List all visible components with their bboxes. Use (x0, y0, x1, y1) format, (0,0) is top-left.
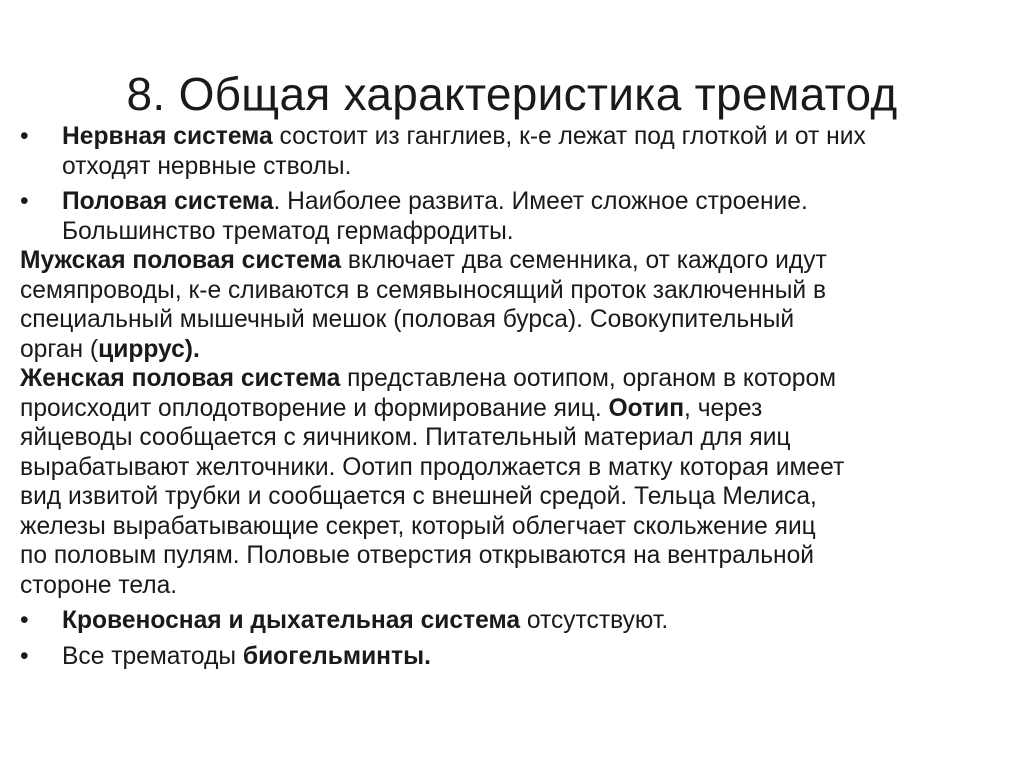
text-female-line8: стороне тела. (20, 571, 178, 599)
paragraph-female-system (20, 364, 1004, 600)
text-male-line1: включает два семенника, от каждого идут (341, 247, 827, 274)
text-male-line3: специальный мышечный мешок (половая бурса). Совокупительный (20, 306, 795, 333)
term-circulatory-respiratory: Кровеносная и дыхательная система (62, 607, 520, 634)
text-female-line6: железы вырабатывающие секрет, который облегчает скольжение яиц (20, 512, 816, 540)
text-reproductive-line1: . Наиболее развита. Имеет сложное строение. (273, 188, 808, 215)
slide-title: 8. Общая характеристика трематод (126, 68, 898, 120)
text-male-line4-start: орган ( (20, 335, 99, 363)
bullet-biohelminths (20, 642, 1004, 672)
term-cirrus: циррус). (98, 335, 200, 363)
bullet-marker: • (20, 607, 29, 634)
text-female-line7: по половым пулям. Половые отверстия открываются на вентральной (20, 542, 815, 569)
term-biohelminths: биогельминты. (242, 642, 431, 670)
term-male-system: Мужская половая система (20, 247, 342, 274)
bullet-marker: • (20, 642, 29, 670)
bullet-nervous-system (20, 122, 1004, 181)
text-female-line4: вырабатывают желточники. Оотип продолжается в матку которая имеет (20, 453, 845, 481)
bullet-circulatory-respiratory (20, 606, 1004, 636)
term-ootype: Оотип (608, 394, 685, 422)
bullet-marker: • (20, 123, 29, 150)
text-male-line2: семяпроводы, к-е сливаются в семявыносящий проток заключенный в (20, 276, 827, 304)
text-biohelminths-start: Все трематоды (62, 642, 243, 670)
bullet-marker: • (20, 188, 29, 215)
paragraph-male-system (20, 246, 1004, 364)
slide-body (20, 122, 1004, 671)
text-reproductive-line2: Большинство трематод гермафродиты. (62, 217, 514, 245)
text-female-line2-end: , через (684, 394, 763, 422)
text-female-line5: вид извитой трубки и сообщается с внешней средой. Тельца Мелиса, (20, 483, 817, 510)
text-female-line1: представлена оотипом, органом в котором (340, 365, 837, 392)
text-female-line2-start: происходит оплодотворение и формирование яиц. (20, 394, 609, 422)
text-nervous-line1: состоит из ганглиев, к-е лежат под глоткой и от них (272, 123, 866, 150)
term-reproductive-system: Половая система (62, 188, 274, 215)
term-nervous-system: Нервная система (62, 123, 273, 150)
text-nervous-line2: отходят нервные стволы. (62, 152, 352, 180)
text-female-line3: яйцеводы сообщается с яичником. Питательный материал для яиц (20, 424, 791, 451)
text-circulatory-rest: отсутствуют. (520, 607, 669, 634)
term-female-system: Женская половая система (20, 365, 341, 392)
bullet-reproductive-system (20, 187, 1004, 246)
